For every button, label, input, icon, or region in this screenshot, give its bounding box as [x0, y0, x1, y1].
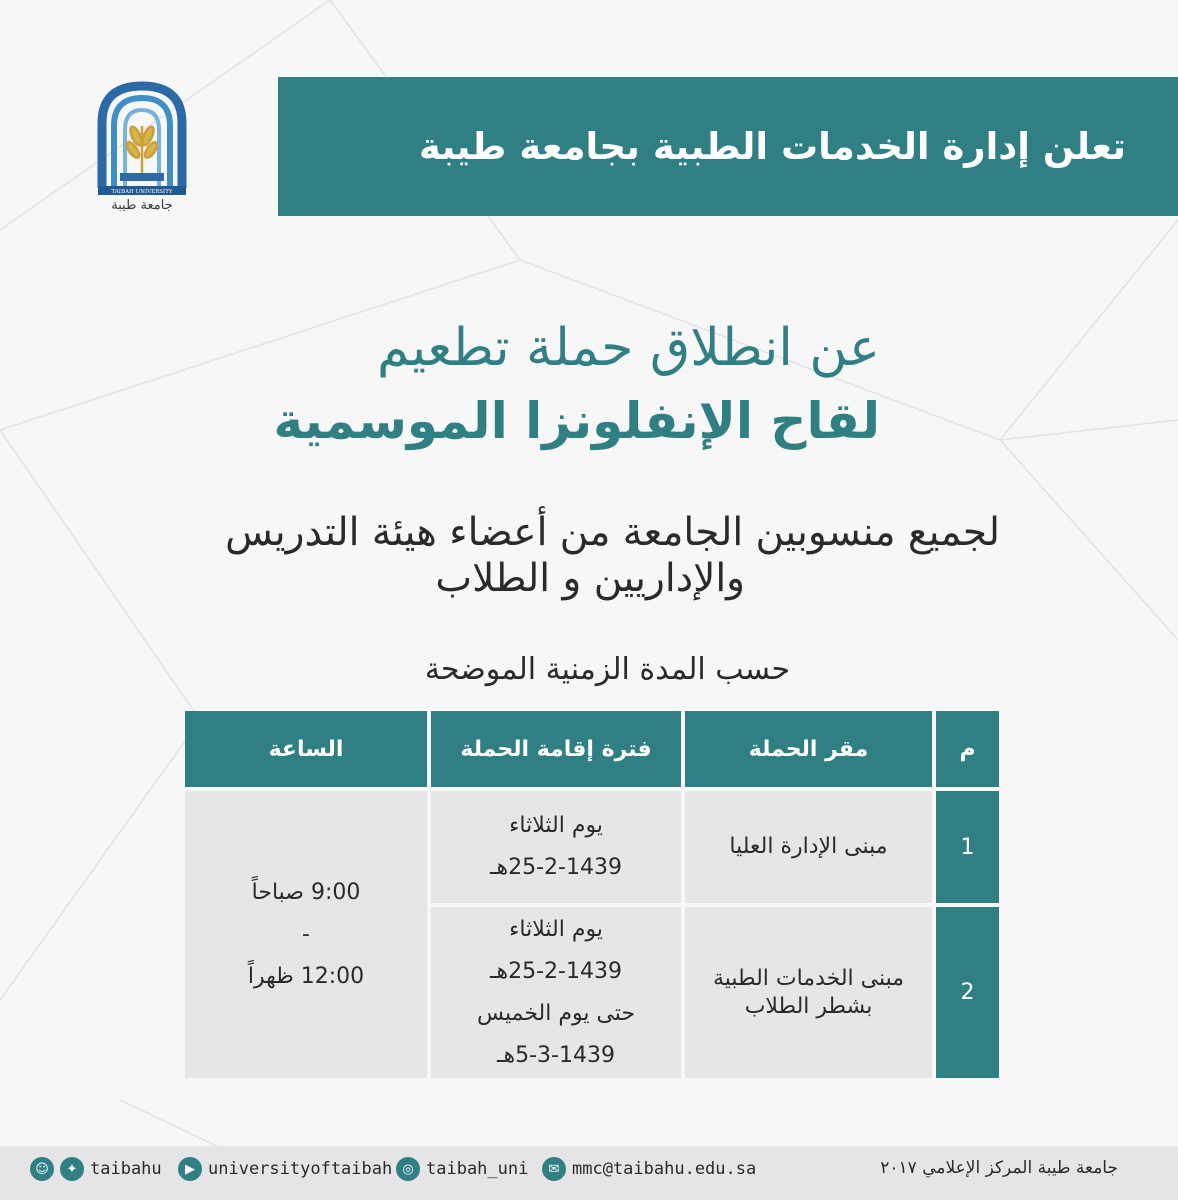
snapchat-icon: ☺: [30, 1157, 54, 1181]
footer-youtube[interactable]: [178, 1157, 392, 1181]
row-1-location-text: مبنى الإدارة العليا: [729, 834, 888, 859]
header-title: تعلن إدارة الخدمات الطبية بجامعة طيبة: [418, 125, 1126, 168]
time-cell: [185, 791, 427, 1078]
row-2-num: 2: [936, 907, 999, 1078]
row-2-period-end-day: حتى يوم الخميس: [476, 1000, 636, 1026]
footer-copyright: جامعة طيبة المركز الإعلامي ٢٠١٧: [880, 1158, 1118, 1178]
audience-line-2: والإداريين و الطلاب: [435, 556, 745, 601]
row-1-period: [431, 791, 681, 903]
footer-twitter[interactable]: [30, 1157, 162, 1181]
header-time: الساعة: [185, 711, 427, 787]
instagram-icon: ◎: [396, 1157, 420, 1181]
row-1-period-day: يوم الثلاثاء: [509, 813, 603, 838]
footer-twitter-handle: taibahu: [90, 1159, 162, 1179]
row-1-location: [685, 791, 932, 903]
row-2-period-start-day: يوم الثلاثاء: [509, 916, 603, 942]
headline-line-2: لقاح الإنفلونزا الموسمية: [273, 392, 880, 450]
row-2-location-line-1: مبنى الخدمات الطبية: [712, 965, 905, 991]
row-2-location-line-2: بشطر الطلاب: [744, 993, 873, 1019]
schedule-table: [185, 711, 999, 1078]
time-separator: -: [302, 921, 310, 947]
headline-line-1: عن انطلاق حملة تطعيم: [377, 318, 880, 378]
audience-text: [170, 510, 1000, 602]
time-end: 12:00 ظهراً: [247, 963, 365, 989]
row-1-period-date: 25-2-1439هـ: [490, 855, 622, 880]
audience-line-1: لجميع منسوبين الجامعة من أعضاء هيئة التدريس: [225, 510, 1000, 555]
header-location: مقر الحملة: [685, 711, 932, 787]
row-1-num: 1: [936, 791, 999, 903]
row-2-period-start-date: 25-2-1439هـ: [490, 958, 622, 984]
mail-icon: ✉: [542, 1157, 566, 1181]
row-2-period-end-date: 5-3-1439هـ: [497, 1042, 615, 1068]
period-note: حسب المدة الزمنية الموضحة: [424, 652, 790, 687]
footer-instagram[interactable]: [396, 1157, 528, 1181]
footer-email[interactable]: [542, 1157, 756, 1181]
footer-email-address: mmc@taibahu.edu.sa: [572, 1159, 757, 1179]
row-2-location: [685, 907, 932, 1078]
footer-youtube-handle: universityoftaibah: [208, 1159, 393, 1179]
logo-caption: جامعة طيبة: [111, 198, 173, 213]
svg-text:TAIBAH UNIVERSITY: TAIBAH UNIVERSITY: [111, 189, 173, 195]
footer-instagram-handle: taibah_uni: [426, 1159, 529, 1179]
twitter-icon: ✦: [60, 1157, 84, 1181]
header-num: م: [936, 711, 999, 787]
header-banner: [278, 77, 1178, 216]
header-period: فترة إقامة الحملة: [431, 711, 681, 787]
youtube-icon: ▶: [178, 1157, 202, 1181]
time-start: 9:00 صباحاً: [251, 879, 361, 905]
row-2-period: [431, 907, 681, 1078]
university-logo: [92, 78, 192, 218]
